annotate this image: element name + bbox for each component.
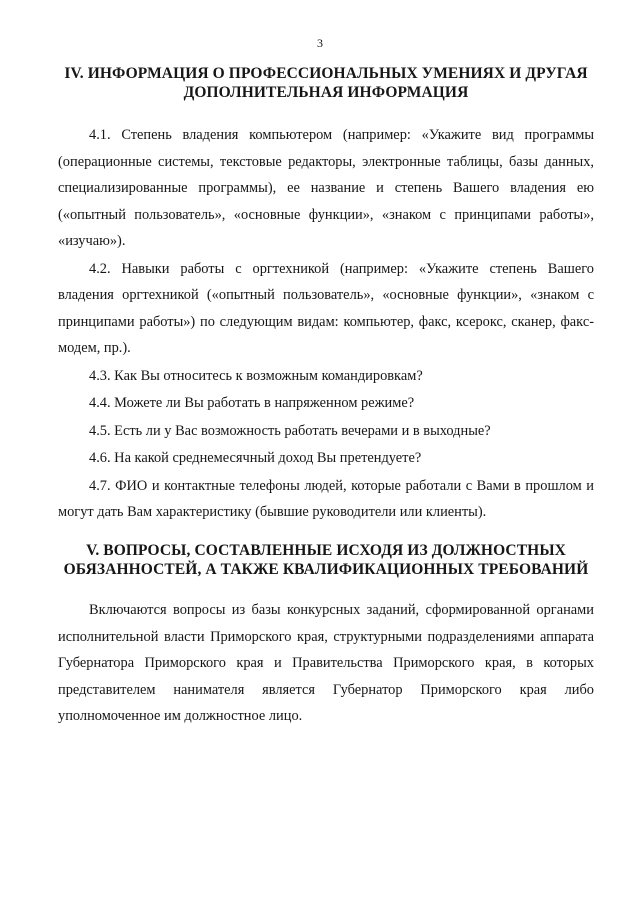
paragraph-4-1: 4.1. Степень владения компьютером (например: «Укажите вид программы (операционные системы, текстовые редакторы, электронные таблицы, базы данных, специализированные программы), ее название и степень Вашего владения ею («опытный пользователь», «основные функции», «знаком с принципами работы», «изучаю»). [58, 127, 594, 249]
section-4-heading-line-1: IV. ИНФОРМАЦИЯ О ПРОФЕССИОНАЛЬНЫХ УМЕНИЯХ И ДРУГАЯ [64, 65, 588, 82]
section-5-heading-line-2: ОБЯЗАННОСТЕЙ, А ТАКЖЕ КВАЛИФИКАЦИОННЫХ ТРЕБОВАНИЙ [63, 561, 589, 578]
section-4-body [58, 122, 594, 526]
section-5-heading [56, 541, 596, 579]
section-5-heading-line-1: V. ВОПРОСЫ, СОСТАВЛЕННЫЕ ИСХОДЯ ИЗ ДОЛЖНОСТНЫХ [86, 542, 566, 559]
page-number: 3 [317, 36, 323, 50]
paragraph-4-2: 4.2. Навыки работы с оргтехникой (например: «Укажите степень Вашего владения оргтехникой («опытный пользователь», «основные функции», «знаком с принципами работы») по следующим видам: компьютер, факс, ксерокс, сканер, факс-модем, пр.). [58, 260, 594, 356]
paragraph-5: Включаются вопросы из базы конкурсных заданий, сформированной органами исполнительной власти Приморского края, структурными подразделениями аппарата Губернатора Приморского края и Правительства Приморского края, в которых представителем нанимателя является Губернатор Приморского края либо уполномоченное им должностное лицо. [58, 602, 594, 724]
paragraph-4-5: 4.5. Есть ли у Вас возможность работать вечерами и в выходные? [89, 422, 491, 439]
paragraph-4-4: 4.4. Можете ли Вы работать в напряженном режиме? [89, 395, 415, 411]
section-4-heading-line-2: ДОПОЛНИТЕЛЬНАЯ ИНФОРМАЦИЯ [183, 84, 469, 101]
paragraph-4-7: 4.7. ФИО и контактные телефоны людей, которые работали с Вами в прошлом и могут дать Вам характеристику (бывшие руководители или клиенты). [58, 477, 594, 520]
paragraph-4-6: 4.6. На какой среднемесячный доход Вы претендуете? [89, 450, 422, 466]
paragraph-4-3: 4.3. Как Вы относитесь к возможным командировкам? [89, 367, 423, 384]
section-5-body [58, 597, 594, 730]
section-4-heading [56, 64, 596, 102]
